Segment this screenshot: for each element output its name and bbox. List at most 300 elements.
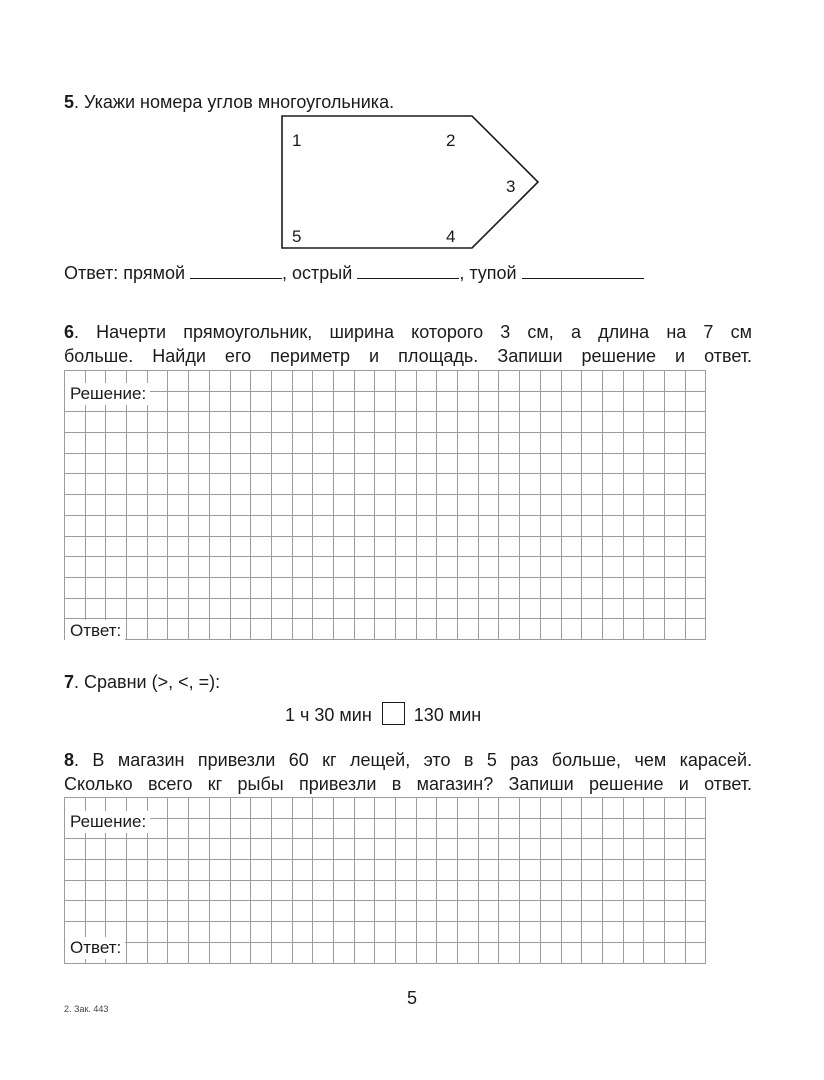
- grid-cell[interactable]: [189, 942, 210, 963]
- grid-cell[interactable]: [85, 577, 106, 598]
- grid-cell[interactable]: [85, 557, 106, 578]
- grid-cell[interactable]: [375, 619, 396, 640]
- grid-cell[interactable]: [147, 860, 168, 881]
- grid-cell[interactable]: [396, 818, 417, 839]
- grid-cell[interactable]: [644, 598, 665, 619]
- grid-cell[interactable]: [147, 515, 168, 536]
- grid-cell[interactable]: [251, 577, 272, 598]
- grid-cell[interactable]: [561, 619, 582, 640]
- grid-cell[interactable]: [396, 453, 417, 474]
- grid-cell[interactable]: [478, 474, 499, 495]
- grid-cell[interactable]: [85, 515, 106, 536]
- grid-cell[interactable]: [354, 922, 375, 943]
- grid-cell[interactable]: [251, 536, 272, 557]
- grid-cell[interactable]: [499, 619, 520, 640]
- grid-cell[interactable]: [623, 433, 644, 454]
- grid-cell[interactable]: [313, 474, 334, 495]
- grid-cell[interactable]: [478, 860, 499, 881]
- grid-cell[interactable]: [478, 536, 499, 557]
- grid-cell[interactable]: [437, 495, 458, 516]
- grid-cell[interactable]: [189, 536, 210, 557]
- grid-cell[interactable]: [209, 453, 230, 474]
- grid-cell[interactable]: [313, 371, 334, 392]
- grid-cell[interactable]: [416, 557, 437, 578]
- grid-cell[interactable]: [127, 901, 148, 922]
- grid-cell[interactable]: [106, 515, 127, 536]
- grid-cell[interactable]: [292, 922, 313, 943]
- grid-cell[interactable]: [85, 433, 106, 454]
- grid-cell[interactable]: [602, 557, 623, 578]
- grid-cell[interactable]: [354, 619, 375, 640]
- grid-cell[interactable]: [209, 922, 230, 943]
- grid-cell[interactable]: [375, 474, 396, 495]
- grid-cell[interactable]: [623, 577, 644, 598]
- grid-cell[interactable]: [540, 798, 561, 819]
- grid-cell[interactable]: [396, 880, 417, 901]
- grid-cell[interactable]: [292, 619, 313, 640]
- grid-cell[interactable]: [458, 577, 479, 598]
- grid-cell[interactable]: [623, 495, 644, 516]
- grid-cell[interactable]: [520, 942, 541, 963]
- grid-cell[interactable]: [147, 598, 168, 619]
- grid-cell[interactable]: [478, 619, 499, 640]
- grid-cell[interactable]: [189, 412, 210, 433]
- grid-cell[interactable]: [437, 839, 458, 860]
- grid-cell[interactable]: [271, 818, 292, 839]
- grid-cell[interactable]: [540, 557, 561, 578]
- grid-cell[interactable]: [458, 818, 479, 839]
- grid-cell[interactable]: [354, 391, 375, 412]
- grid-cell[interactable]: [416, 515, 437, 536]
- grid-cell[interactable]: [623, 880, 644, 901]
- grid-cell[interactable]: [354, 577, 375, 598]
- grid-cell[interactable]: [251, 942, 272, 963]
- grid-cell[interactable]: [623, 412, 644, 433]
- grid-cell[interactable]: [127, 880, 148, 901]
- grid-cell[interactable]: [333, 536, 354, 557]
- grid-cell[interactable]: [106, 880, 127, 901]
- grid-cell[interactable]: [375, 839, 396, 860]
- grid-cell[interactable]: [106, 433, 127, 454]
- grid-cell[interactable]: [458, 798, 479, 819]
- grid-cell[interactable]: [685, 922, 706, 943]
- grid-cell[interactable]: [292, 860, 313, 881]
- grid-cell[interactable]: [168, 536, 189, 557]
- grid-cell[interactable]: [292, 598, 313, 619]
- grid-cell[interactable]: [520, 433, 541, 454]
- grid-cell[interactable]: [520, 453, 541, 474]
- grid-cell[interactable]: [271, 515, 292, 536]
- grid-cell[interactable]: [271, 474, 292, 495]
- grid-cell[interactable]: [106, 536, 127, 557]
- grid-cell[interactable]: [271, 412, 292, 433]
- grid-cell[interactable]: [582, 798, 603, 819]
- grid-cell[interactable]: [147, 922, 168, 943]
- grid-cell[interactable]: [582, 880, 603, 901]
- grid-cell[interactable]: [540, 577, 561, 598]
- grid-cell[interactable]: [396, 922, 417, 943]
- grid-cell[interactable]: [520, 557, 541, 578]
- grid-cell[interactable]: [664, 371, 685, 392]
- grid-cell[interactable]: [416, 619, 437, 640]
- grid-cell[interactable]: [540, 474, 561, 495]
- grid-cell[interactable]: [230, 798, 251, 819]
- grid-cell[interactable]: [416, 474, 437, 495]
- grid-cell[interactable]: [458, 412, 479, 433]
- grid-cell[interactable]: [251, 433, 272, 454]
- grid-cell[interactable]: [561, 515, 582, 536]
- grid-cell[interactable]: [251, 818, 272, 839]
- grid-cell[interactable]: [561, 474, 582, 495]
- grid-cell[interactable]: [333, 798, 354, 819]
- grid-cell[interactable]: [85, 839, 106, 860]
- grid-cell[interactable]: [168, 557, 189, 578]
- grid-cell[interactable]: [127, 536, 148, 557]
- grid-cell[interactable]: [520, 860, 541, 881]
- grid-cell[interactable]: [271, 536, 292, 557]
- grid-cell[interactable]: [623, 453, 644, 474]
- grid-cell[interactable]: [251, 495, 272, 516]
- grid-cell[interactable]: [271, 495, 292, 516]
- grid-cell[interactable]: [458, 474, 479, 495]
- grid-cell[interactable]: [623, 839, 644, 860]
- grid-cell[interactable]: [106, 474, 127, 495]
- grid-cell[interactable]: [230, 818, 251, 839]
- grid-cell[interactable]: [333, 598, 354, 619]
- grid-cell[interactable]: [644, 536, 665, 557]
- grid-cell[interactable]: [478, 371, 499, 392]
- grid-cell[interactable]: [499, 371, 520, 392]
- grid-cell[interactable]: [685, 515, 706, 536]
- grid-cell[interactable]: [106, 860, 127, 881]
- grid-cell[interactable]: [644, 474, 665, 495]
- grid-cell[interactable]: [644, 515, 665, 536]
- grid-cell[interactable]: [333, 412, 354, 433]
- grid-cell[interactable]: [540, 453, 561, 474]
- grid-cell[interactable]: [437, 371, 458, 392]
- grid-cell[interactable]: [396, 557, 417, 578]
- grid-cell[interactable]: [65, 577, 86, 598]
- grid-cell[interactable]: [499, 495, 520, 516]
- grid-cell[interactable]: [354, 598, 375, 619]
- grid-cell[interactable]: [375, 860, 396, 881]
- grid-cell[interactable]: [271, 577, 292, 598]
- grid-cell[interactable]: [313, 598, 334, 619]
- grid-cell[interactable]: [292, 901, 313, 922]
- grid-cell[interactable]: [602, 860, 623, 881]
- grid-cell[interactable]: [458, 536, 479, 557]
- grid-cell[interactable]: [209, 901, 230, 922]
- grid-cell[interactable]: [85, 495, 106, 516]
- grid-cell[interactable]: [313, 495, 334, 516]
- grid-cell[interactable]: [313, 577, 334, 598]
- grid-cell[interactable]: [561, 839, 582, 860]
- grid-cell[interactable]: [499, 577, 520, 598]
- grid-cell[interactable]: [189, 515, 210, 536]
- grid-cell[interactable]: [65, 412, 86, 433]
- grid-cell[interactable]: [458, 619, 479, 640]
- grid-cell[interactable]: [540, 619, 561, 640]
- grid-cell[interactable]: [230, 839, 251, 860]
- grid-cell[interactable]: [292, 412, 313, 433]
- grid-cell[interactable]: [644, 901, 665, 922]
- grid-cell[interactable]: [313, 942, 334, 963]
- grid-cell[interactable]: [664, 453, 685, 474]
- grid-cell[interactable]: [664, 474, 685, 495]
- grid-cell[interactable]: [458, 839, 479, 860]
- grid-cell[interactable]: [333, 901, 354, 922]
- grid-cell[interactable]: [106, 577, 127, 598]
- grid-cell[interactable]: [168, 598, 189, 619]
- grid-cell[interactable]: [396, 942, 417, 963]
- grid-cell[interactable]: [437, 860, 458, 881]
- grid-cell[interactable]: [499, 515, 520, 536]
- grid-cell[interactable]: [189, 598, 210, 619]
- grid-cell[interactable]: [147, 453, 168, 474]
- grid-cell[interactable]: [189, 798, 210, 819]
- grid-cell[interactable]: [437, 536, 458, 557]
- grid-cell[interactable]: [623, 474, 644, 495]
- grid-cell[interactable]: [354, 536, 375, 557]
- grid-cell[interactable]: [375, 901, 396, 922]
- grid-cell[interactable]: [375, 818, 396, 839]
- grid-cell[interactable]: [333, 453, 354, 474]
- grid-cell[interactable]: [354, 371, 375, 392]
- grid-cell[interactable]: [189, 860, 210, 881]
- grid-cell[interactable]: [540, 433, 561, 454]
- grid-cell[interactable]: [416, 433, 437, 454]
- grid-cell[interactable]: [499, 412, 520, 433]
- grid-cell[interactable]: [499, 798, 520, 819]
- grid-cell[interactable]: [313, 922, 334, 943]
- grid-cell[interactable]: [540, 391, 561, 412]
- grid-cell[interactable]: [292, 371, 313, 392]
- grid-cell[interactable]: [313, 515, 334, 536]
- grid-cell[interactable]: [499, 839, 520, 860]
- grid-cell[interactable]: [499, 598, 520, 619]
- grid-cell[interactable]: [375, 880, 396, 901]
- grid-cell[interactable]: [664, 922, 685, 943]
- grid-cell[interactable]: [685, 577, 706, 598]
- grid-cell[interactable]: [458, 942, 479, 963]
- grid-cell[interactable]: [292, 515, 313, 536]
- grid-cell[interactable]: [520, 412, 541, 433]
- grid-cell[interactable]: [540, 860, 561, 881]
- grid-cell[interactable]: [375, 371, 396, 392]
- grid-cell[interactable]: [644, 798, 665, 819]
- grid-cell[interactable]: [458, 880, 479, 901]
- grid-cell[interactable]: [623, 942, 644, 963]
- grid-cell[interactable]: [147, 798, 168, 819]
- grid-cell[interactable]: [520, 880, 541, 901]
- grid-cell[interactable]: [271, 839, 292, 860]
- grid-cell[interactable]: [478, 818, 499, 839]
- grid-cell[interactable]: [230, 860, 251, 881]
- grid-cell[interactable]: [478, 942, 499, 963]
- grid-cell[interactable]: [168, 495, 189, 516]
- grid-cell[interactable]: [127, 942, 148, 963]
- grid-cell[interactable]: [375, 515, 396, 536]
- grid-cell[interactable]: [333, 515, 354, 536]
- grid-cell[interactable]: [520, 598, 541, 619]
- grid-cell[interactable]: [623, 922, 644, 943]
- grid-cell[interactable]: [189, 619, 210, 640]
- grid-cell[interactable]: [602, 474, 623, 495]
- grid-cell[interactable]: [561, 371, 582, 392]
- grid-cell[interactable]: [313, 453, 334, 474]
- grid-cell[interactable]: [540, 839, 561, 860]
- grid-cell[interactable]: [664, 495, 685, 516]
- grid-cell[interactable]: [582, 391, 603, 412]
- grid-cell[interactable]: [664, 557, 685, 578]
- grid-cell[interactable]: [685, 860, 706, 881]
- grid-cell[interactable]: [147, 901, 168, 922]
- grid-cell[interactable]: [271, 860, 292, 881]
- grid-cell[interactable]: [189, 433, 210, 454]
- grid-cell[interactable]: [271, 922, 292, 943]
- grid-cell[interactable]: [271, 598, 292, 619]
- grid-cell[interactable]: [602, 391, 623, 412]
- grid-cell[interactable]: [127, 412, 148, 433]
- grid-cell[interactable]: [147, 619, 168, 640]
- grid-cell[interactable]: [396, 619, 417, 640]
- grid-cell[interactable]: [147, 942, 168, 963]
- grid-cell[interactable]: [540, 942, 561, 963]
- grid-cell[interactable]: [209, 371, 230, 392]
- grid-cell[interactable]: [685, 495, 706, 516]
- grid-cell[interactable]: [189, 557, 210, 578]
- grid-cell[interactable]: [396, 598, 417, 619]
- grid-cell[interactable]: [313, 433, 334, 454]
- grid-cell[interactable]: [416, 880, 437, 901]
- grid-cell[interactable]: [354, 942, 375, 963]
- grid-cell[interactable]: [127, 839, 148, 860]
- grid-cell[interactable]: [520, 474, 541, 495]
- grid-cell[interactable]: [582, 619, 603, 640]
- grid-cell[interactable]: [540, 818, 561, 839]
- grid-cell[interactable]: [685, 901, 706, 922]
- grid-cell[interactable]: [416, 577, 437, 598]
- grid-cell[interactable]: [582, 412, 603, 433]
- grid-cell[interactable]: [520, 901, 541, 922]
- grid-cell[interactable]: [65, 536, 86, 557]
- grid-cell[interactable]: [582, 371, 603, 392]
- grid-cell[interactable]: [251, 453, 272, 474]
- grid-cell[interactable]: [354, 433, 375, 454]
- grid-cell[interactable]: [602, 901, 623, 922]
- grid-cell[interactable]: [685, 557, 706, 578]
- grid-cell[interactable]: [416, 412, 437, 433]
- grid-cell[interactable]: [582, 818, 603, 839]
- grid-cell[interactable]: [664, 619, 685, 640]
- grid-cell[interactable]: [209, 598, 230, 619]
- grid-cell[interactable]: [354, 880, 375, 901]
- grid-cell[interactable]: [437, 474, 458, 495]
- task6-grid[interactable]: [64, 370, 706, 640]
- grid-cell[interactable]: [540, 901, 561, 922]
- grid-cell[interactable]: [396, 412, 417, 433]
- grid-cell[interactable]: [396, 577, 417, 598]
- grid-cell[interactable]: [189, 901, 210, 922]
- grid-cell[interactable]: [602, 371, 623, 392]
- grid-cell[interactable]: [292, 880, 313, 901]
- grid-cell[interactable]: [271, 619, 292, 640]
- grid-cell[interactable]: [540, 880, 561, 901]
- grid-cell[interactable]: [375, 536, 396, 557]
- grid-cell[interactable]: [396, 536, 417, 557]
- grid-cell[interactable]: [644, 818, 665, 839]
- grid-cell[interactable]: [292, 433, 313, 454]
- grid-cell[interactable]: [65, 880, 86, 901]
- grid-cell[interactable]: [106, 412, 127, 433]
- grid-cell[interactable]: [85, 598, 106, 619]
- grid-cell[interactable]: [354, 860, 375, 881]
- grid-cell[interactable]: [65, 515, 86, 536]
- grid-cell[interactable]: [685, 433, 706, 454]
- grid-cell[interactable]: [561, 577, 582, 598]
- grid-cell[interactable]: [127, 619, 148, 640]
- grid-cell[interactable]: [478, 880, 499, 901]
- grid-cell[interactable]: [561, 798, 582, 819]
- grid-cell[interactable]: [520, 839, 541, 860]
- grid-cell[interactable]: [582, 495, 603, 516]
- grid-cell[interactable]: [65, 557, 86, 578]
- grid-cell[interactable]: [685, 942, 706, 963]
- grid-cell[interactable]: [209, 798, 230, 819]
- grid-cell[interactable]: [209, 412, 230, 433]
- grid-cell[interactable]: [354, 557, 375, 578]
- grid-cell[interactable]: [664, 839, 685, 860]
- grid-cell[interactable]: [561, 557, 582, 578]
- grid-cell[interactable]: [685, 412, 706, 433]
- grid-cell[interactable]: [664, 798, 685, 819]
- grid-cell[interactable]: [437, 880, 458, 901]
- grid-cell[interactable]: [209, 577, 230, 598]
- grid-cell[interactable]: [458, 433, 479, 454]
- compare-sign-box[interactable]: [382, 702, 405, 725]
- grid-cell[interactable]: [85, 880, 106, 901]
- grid-cell[interactable]: [271, 880, 292, 901]
- grid-cell[interactable]: [602, 433, 623, 454]
- grid-cell[interactable]: [416, 901, 437, 922]
- grid-cell[interactable]: [561, 860, 582, 881]
- grid-cell[interactable]: [540, 598, 561, 619]
- grid-cell[interactable]: [147, 412, 168, 433]
- grid-cell[interactable]: [478, 839, 499, 860]
- grid-cell[interactable]: [458, 860, 479, 881]
- grid-cell[interactable]: [478, 515, 499, 536]
- grid-cell[interactable]: [458, 453, 479, 474]
- grid-cell[interactable]: [271, 557, 292, 578]
- grid-cell[interactable]: [127, 577, 148, 598]
- grid-cell[interactable]: [416, 536, 437, 557]
- grid-cell[interactable]: [520, 818, 541, 839]
- grid-cell[interactable]: [333, 942, 354, 963]
- grid-cell[interactable]: [602, 453, 623, 474]
- grid-cell[interactable]: [478, 495, 499, 516]
- grid-cell[interactable]: [189, 371, 210, 392]
- grid-cell[interactable]: [85, 412, 106, 433]
- grid-cell[interactable]: [664, 536, 685, 557]
- grid-cell[interactable]: [375, 942, 396, 963]
- grid-cell[interactable]: [602, 536, 623, 557]
- grid-cell[interactable]: [251, 798, 272, 819]
- grid-cell[interactable]: [333, 880, 354, 901]
- grid-cell[interactable]: [458, 901, 479, 922]
- grid-cell[interactable]: [685, 798, 706, 819]
- grid-cell[interactable]: [168, 839, 189, 860]
- grid-cell[interactable]: [582, 839, 603, 860]
